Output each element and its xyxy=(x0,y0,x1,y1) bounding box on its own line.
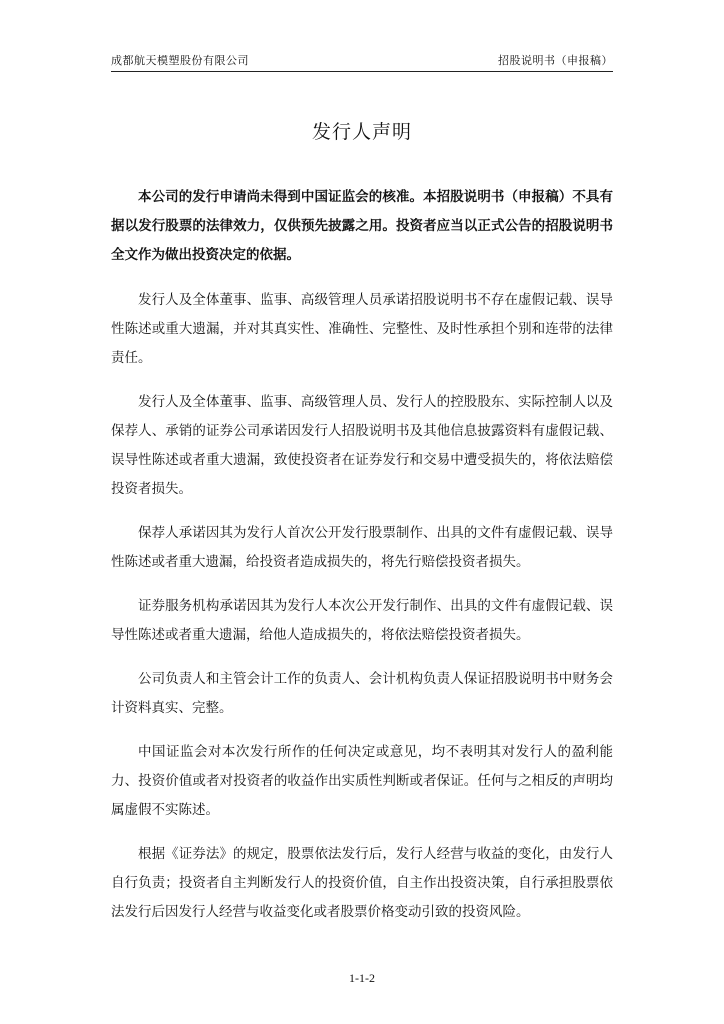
declaration-body xyxy=(111,183,613,942)
paragraph-compensation-commitment: 发行人及全体董事、监事、高级管理人员、发行人的控股股东、实际控制人以及保荐人、承销的证券公司承诺因发行人招股说明书及其他信息披露资料有虚假记载、误导性陈述或者重大遗漏，致使投资者在证券发行和交易中遭受损失的，将依法赔偿投资者损失。 xyxy=(111,394,613,497)
paragraph-service-agency-commitment: 证券服务机构承诺因其为发行人本次公开发行制作、出具的文件有虚假记载、误导性陈述或者重大遗漏，给他人造成损失的，将依法赔偿投资者损失。 xyxy=(111,598,613,643)
page-number: 1-1-2 xyxy=(349,971,375,985)
paragraph-financial-guarantee: 公司负责人和主管会计工作的负责人、会计机构负责人保证招股说明书中财务会计资料真实、完整。 xyxy=(111,671,613,716)
paragraph-approval-notice: 本公司的发行申请尚未得到中国证监会的核准。本招股说明书（申报稿）不具有据以发行股票的法律效力，仅供预先披露之用。投资者应当以正式公告的招股说明书全文作为做出投资决定的依据。 xyxy=(111,189,613,263)
paragraph-csrc-disclaimer: 中国证监会对本次发行所作的任何决定或意见，均不表明其对发行人的盈利能力、投资价值或者对投资者的收益作出实质性判断或者保证。任何与之相反的声明均属虚假不实陈述。 xyxy=(111,744,613,818)
paragraph-investment-risk: 根据《证券法》的规定，股票依法发行后，发行人经营与收益的变化，由发行人自行负责；投资者自主判断发行人的投资价值，自主作出投资决策，自行承担股票依法发行后因发行人经营与收益变化或者股票价格变动引致的投资风险。 xyxy=(111,846,613,920)
header-document-name: 招股说明书（申报稿） xyxy=(498,54,613,67)
header-company-name: 成都航天模塑股份有限公司 xyxy=(111,54,249,67)
paragraph-sponsor-commitment: 保荐人承诺因其为发行人首次公开发行股票制作、出具的文件有虚假记载、误导性陈述或者重大遗漏，给投资者造成损失的，将先行赔偿投资者损失。 xyxy=(111,525,613,570)
page-header xyxy=(111,51,613,72)
paragraph-issuer-commitment: 发行人及全体董事、监事、高级管理人员承诺招股说明书不存在虚假记载、误导性陈述或重大遗漏，并对其真实性、准确性、完整性、及时性承担个别和连带的法律责任。 xyxy=(111,292,613,366)
page-title: 发行人声明 xyxy=(311,121,412,143)
